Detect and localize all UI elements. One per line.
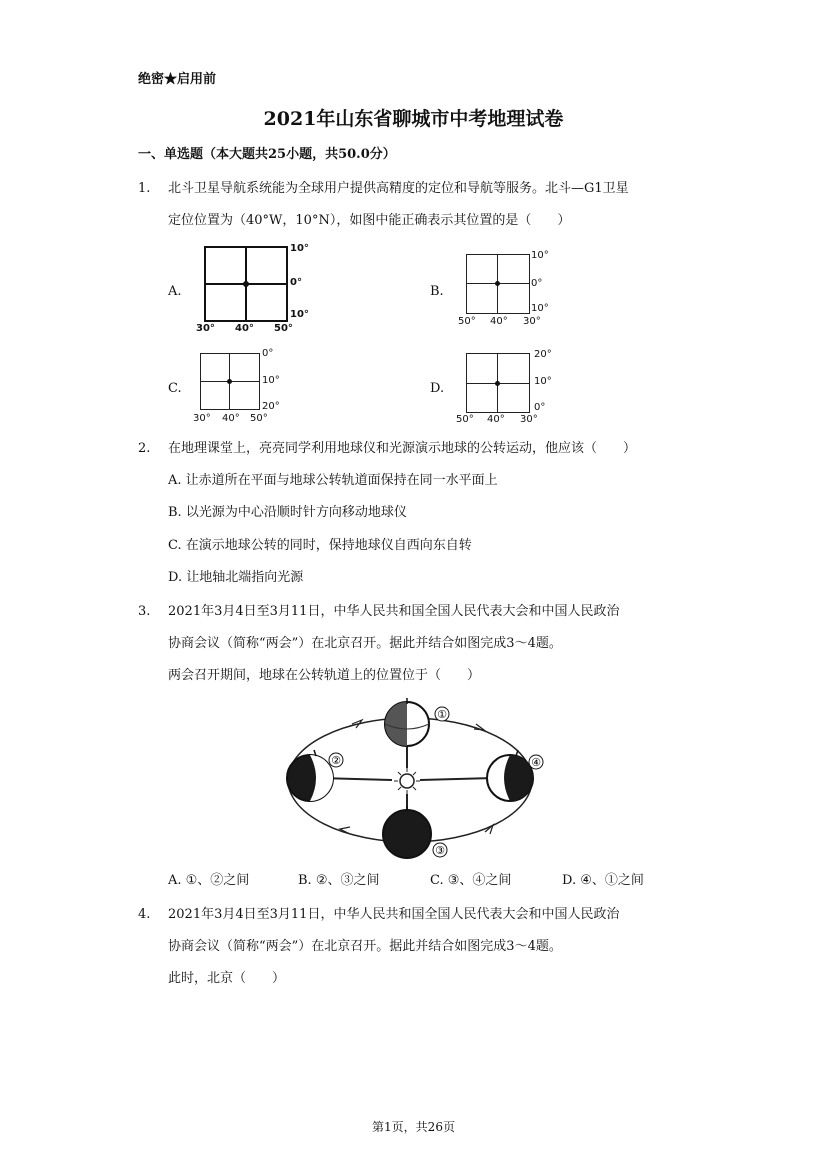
orbit-diagram	[280, 694, 550, 864]
secret-label: 绝密★启用前	[138, 72, 217, 87]
lon-label: 40°	[487, 414, 505, 425]
option-text: B. 以光源为中心沿顺时针方向移动地球仪	[168, 505, 407, 520]
question-text: 此时，北京（ ）	[168, 971, 286, 986]
question-text: 两会召开期间，地球在公转轨道上的位置位于（ ）	[168, 668, 481, 683]
lat-label: 0°	[290, 277, 302, 288]
coordinate-grid	[466, 353, 530, 413]
coordinate-grid	[466, 254, 530, 314]
question-number: 3.	[138, 604, 151, 619]
question-text: 北斗卫星导航系统能为全球用户提供高精度的定位和导航等服务。北斗—G1卫星	[168, 181, 629, 196]
position-label-1: ①	[437, 708, 447, 721]
lon-label: 30°	[523, 316, 541, 327]
lat-label: 10°	[290, 243, 309, 254]
lat-label: 20°	[262, 401, 280, 412]
earth-position-1	[385, 698, 429, 746]
lat-label: 0°	[262, 348, 274, 359]
lon-label: 30°	[193, 413, 211, 424]
coordinate-grid	[204, 246, 288, 322]
lon-label: 30°	[520, 414, 538, 425]
lon-label: 50°	[458, 316, 476, 327]
lon-label: 50°	[456, 414, 474, 425]
question-text: 协商会议（简称“两会”）在北京召开。据此并结合如图完成3～4题。	[168, 636, 562, 651]
lat-label: 0°	[534, 402, 546, 413]
lat-label: 0°	[531, 278, 543, 289]
position-label-3: ③	[435, 844, 445, 857]
lat-label: 10°	[534, 376, 552, 387]
position-dot	[495, 381, 500, 386]
position-dot	[243, 281, 249, 287]
coordinate-grid	[200, 353, 260, 410]
lon-label: 40°	[490, 316, 508, 327]
lat-label: 10°	[262, 375, 280, 386]
position-label-4: ④	[531, 756, 541, 769]
sun-icon	[394, 768, 420, 794]
lat-label: 10°	[531, 303, 549, 314]
option-label: A.	[168, 284, 182, 299]
earth-position-3	[383, 806, 431, 858]
lon-label: 50°	[274, 323, 293, 334]
question-number: 1.	[138, 181, 151, 196]
option-text: D. 让地轴北端指向光源	[168, 570, 304, 585]
position-dot	[227, 379, 232, 384]
question-text: 2021年3月4日至3月11日，中华人民共和国全国人民代表大会和中国人民政治	[168, 604, 620, 619]
lon-label: 30°	[196, 323, 215, 334]
lon-label: 40°	[235, 323, 254, 334]
option-text: B. ②、③之间	[298, 873, 380, 888]
earth-position-2	[287, 750, 333, 801]
lat-label: 20°	[534, 349, 552, 360]
option-text: A. 让赤道所在平面与地球公转轨道面保持在同一水平面上	[168, 473, 498, 488]
lat-label: 10°	[290, 309, 309, 320]
earth-position-4	[487, 750, 533, 801]
page-title: 2021年山东省聊城市中考地理试卷	[263, 108, 564, 130]
option-text: D. ④、①之间	[562, 873, 644, 888]
position-label-2: ②	[331, 754, 341, 767]
question-text: 2021年3月4日至3月11日，中华人民共和国全国人民代表大会和中国人民政治	[168, 907, 620, 922]
option-label: B.	[430, 284, 444, 299]
option-label: D.	[430, 381, 445, 396]
option-label: C.	[168, 381, 182, 396]
option-text: C. 在演示地球公转的同时，保持地球仪自西向东自转	[168, 538, 472, 553]
question-text: 定位位置为（40°W，10°N），如图中能正确表示其位置的是（ ）	[168, 213, 571, 228]
option-text: C. ③、④之间	[430, 873, 512, 888]
option-text: A. ①、②之间	[168, 873, 250, 888]
lon-label: 50°	[250, 413, 268, 424]
question-number: 2.	[138, 441, 151, 456]
section-heading: 一、单选题（本大题共25小题，共50.0分）	[138, 147, 396, 162]
lon-label: 40°	[222, 413, 240, 424]
question-text: 协商会议（简称“两会”）在北京召开。据此并结合如图完成3～4题。	[168, 939, 562, 954]
question-number: 4.	[138, 907, 151, 922]
question-text: 在地理课堂上，亮亮同学利用地球仪和光源演示地球的公转运动，他应该（ ）	[168, 441, 637, 456]
lat-label: 10°	[531, 250, 549, 261]
page-footer: 第1页，共26页	[372, 1120, 455, 1134]
position-dot	[495, 281, 500, 286]
